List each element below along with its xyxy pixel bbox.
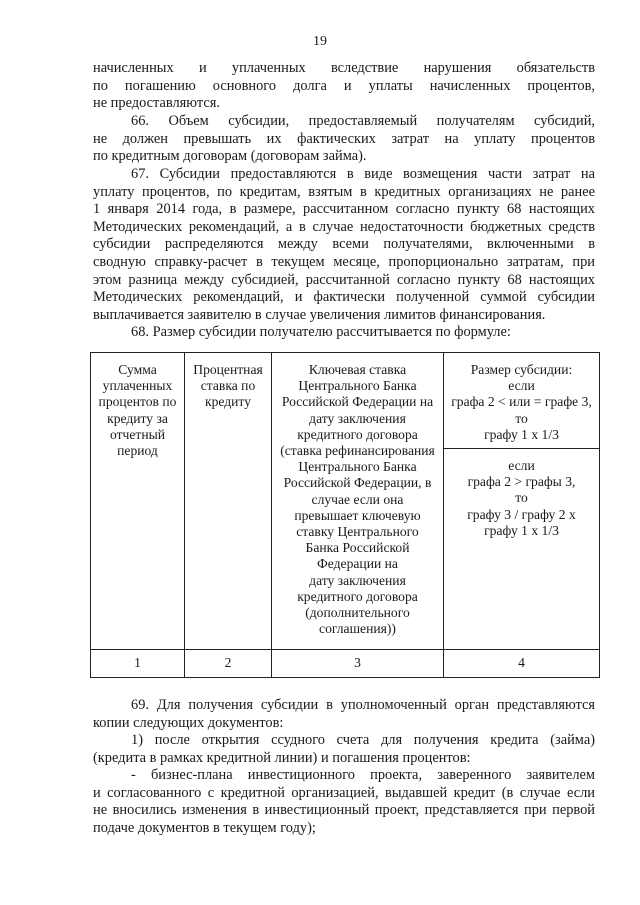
paragraph-69-dash-item: [93, 767, 595, 837]
text-line: 69. Для получения субсидии в уполномоченный орган представляются: [131, 697, 595, 713]
cell-line: кредитного договора: [297, 426, 418, 442]
text-line: 1) после открытия ссудного счета для получения кредита (займа): [131, 732, 595, 748]
cell-line: Федерации на: [317, 556, 398, 572]
cell-line: графа 2 < или = графе 3,: [451, 394, 592, 410]
cell-line: Процентная: [193, 362, 263, 377]
column-number-4: 4: [518, 655, 525, 670]
cell-line: период: [117, 443, 158, 459]
column-number-1: 1: [134, 655, 141, 670]
paragraph-66: [93, 113, 595, 166]
text-line: выплачивается заявителю в случае увеличения лимитов финансирования.: [93, 306, 546, 323]
paragraph-continuation: [93, 60, 595, 113]
text-line: уплату процентов, по кредитам, взятым в кредитных организациях не ранее: [93, 183, 595, 200]
text-line: 68. Размер субсидии получателю рассчитывается по формуле:: [131, 324, 511, 340]
cell-line: превышает ключевую: [294, 507, 421, 523]
text-line: подаче документов в текущем году);: [93, 819, 316, 836]
cell-line: процентов по: [98, 394, 177, 410]
cell-line: уплаченных: [102, 378, 173, 394]
text-line: по погашению основного долга и уплаты начисленных процентов,: [93, 77, 595, 94]
table-header-col1: [91, 362, 184, 459]
cell-line: Центрального Банка: [298, 459, 417, 475]
text-line: Методических рекомендаций, и фактически полученной суммой субсидии: [93, 289, 595, 306]
text-line: копии следующих документов:: [93, 714, 284, 731]
cell-line: графу 1 х 1/3: [484, 522, 559, 538]
formula-table: [90, 352, 600, 678]
text-line: не должен превышать их фактических затрат на уплату процентов: [93, 130, 595, 147]
table-header-col3: [272, 362, 443, 637]
text-line: начисленных и уплаченных вследствие нарушения обязательств: [93, 60, 595, 76]
cell-line: Сумма: [118, 362, 157, 377]
text-line: этом разница между субсидией, рассчитанной согласно пункту 68 настоящих: [93, 271, 595, 288]
cell-line: Российской Федерации на: [281, 394, 434, 410]
table-border-right: [599, 352, 600, 678]
cell-line: то: [515, 410, 528, 426]
table-border-top: [90, 352, 600, 353]
column-number-3: 3: [354, 655, 361, 670]
paragraph-68: [93, 324, 595, 342]
text-line: 1 января 2014 года, в размере, рассчитанном согласно пункту 68 настоящих: [93, 201, 595, 218]
paragraph-69-item-1: [93, 732, 595, 767]
cell-line: Банка Российской: [305, 540, 410, 556]
table-border-row: [90, 649, 600, 650]
cell-line: графа 2 > графы 3,: [467, 474, 576, 490]
column-number-2: 2: [224, 655, 232, 670]
cell-line: (дополнительного: [305, 605, 410, 621]
table-border-col4-split: [443, 448, 600, 449]
cell-line: если: [508, 458, 535, 473]
text-line: - бизнес-плана инвестиционного проекта, заверенного заявителем: [131, 767, 595, 783]
cell-line: Ключевая ставка: [308, 362, 407, 377]
text-line: не вносились изменения в инвестиционный проект, представляется при первой: [93, 802, 595, 819]
cell-line: ставка по: [200, 378, 256, 394]
text-line: сводную справку-расчет в текущем месяце, пропорционально затратам, при: [93, 253, 595, 270]
table-header-col4-condition-2: [444, 458, 599, 539]
text-line: Методических рекомендаций, а в случае недостаточности бюджетных средств: [93, 218, 595, 235]
text-line: и согласованного с кредитной организацией, выдавшей кредит (в случае если: [93, 784, 595, 801]
cell-line: то: [515, 490, 528, 506]
text-line: не предоставляются.: [93, 95, 220, 112]
table-header-col2: [185, 362, 271, 411]
cell-line: кредиту за: [107, 410, 168, 426]
cell-line: дату заключения: [309, 572, 406, 588]
cell-line: если: [508, 378, 535, 394]
paragraph-67: [93, 166, 595, 324]
text-line: по кредитным договорам (договорам займа).: [93, 148, 367, 165]
table-header-col4-condition-1: [444, 362, 599, 443]
cell-line: случае если она: [311, 491, 404, 507]
text-line: (кредита в рамках кредитной линии) и погашения процентов:: [93, 749, 471, 766]
cell-line: графу 1 х 1/3: [484, 426, 559, 442]
page-number: 19: [313, 34, 327, 49]
table-border-bottom: [90, 677, 600, 678]
paragraph-69: [93, 697, 595, 732]
cell-line: ставку Центрального: [296, 524, 419, 540]
text-line: субсидии распределяются между всеми получателями, включенными в: [93, 236, 595, 253]
text-line: 66. Объем субсидии, предоставляемый получателям субсидий,: [131, 113, 595, 129]
cell-line: (ставка рефинансирования: [280, 443, 435, 459]
cell-line: кредитного договора: [297, 588, 418, 604]
cell-line: графу 3 / графу 2 х: [467, 506, 576, 522]
cell-line: Центрального Банка: [298, 378, 417, 394]
cell-line: отчетный: [109, 426, 166, 442]
cell-line: Российской Федерации, в: [283, 475, 432, 491]
cell-line: Размер субсидии:: [470, 362, 573, 377]
cell-line: кредиту: [204, 394, 251, 410]
cell-line: дату заключения: [309, 410, 406, 426]
cell-line: соглашения)): [319, 621, 396, 637]
text-line: 67. Субсидии предоставляются в виде возмещения части затрат на: [131, 166, 595, 182]
